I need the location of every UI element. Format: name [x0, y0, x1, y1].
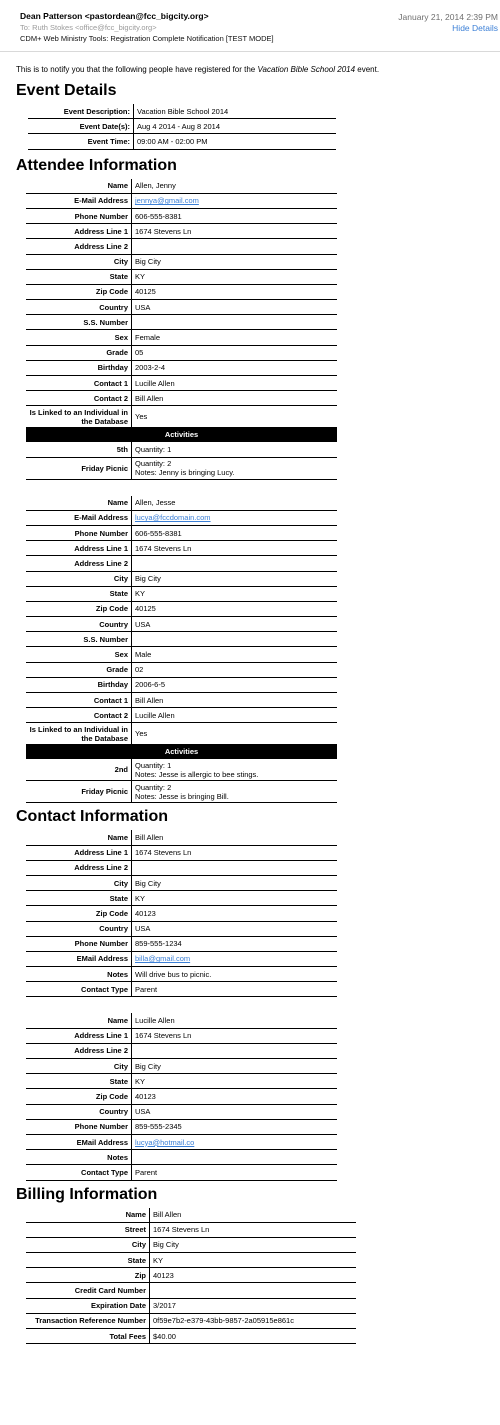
billing-row-state: [26, 1253, 356, 1268]
contact-information-heading: Contact Information: [16, 808, 168, 826]
field-value: Allen, Jenny: [132, 179, 338, 194]
billing-row-name: [26, 1208, 356, 1223]
field-value: 606-555-8381: [132, 208, 338, 223]
billing-row-total-fees: [26, 1329, 356, 1344]
recipient: Ruth Stokes <office@fcc_bigcity.org>: [32, 23, 157, 32]
contact-row-notes: [26, 1150, 337, 1165]
attendee-row-state: [26, 586, 337, 601]
contact-row-contact-type: [26, 982, 337, 997]
field-label: Sex: [26, 647, 132, 662]
billing-information-heading: Billing Information: [16, 1185, 158, 1203]
field-value: 859-555-1234: [132, 936, 338, 951]
field-label: Country: [26, 921, 132, 936]
field-label: Country: [26, 300, 132, 315]
field-label: Address Line 2: [26, 239, 132, 254]
field-value: Will drive bus to picnic.: [132, 967, 338, 982]
attendee-row-is-linked-to-an-individual-in-the-database: [26, 723, 337, 745]
field-value: Quantity: 1: [132, 442, 338, 457]
billing-row-credit-card-number: [26, 1283, 356, 1298]
attendee-row-contact-2: [26, 391, 337, 406]
field-value: Vacation Bible School 2014: [134, 104, 337, 119]
contact-row-country: [26, 1104, 337, 1119]
field-label: Name: [26, 496, 132, 511]
field-value: Bill Allen: [132, 693, 338, 708]
attendee-row-name: [26, 179, 337, 194]
field-value: KY: [132, 269, 338, 284]
field-label: State: [26, 1074, 132, 1089]
contact-row-state: [26, 1074, 337, 1089]
field-label: Total Fees: [26, 1329, 150, 1344]
activity-quantity: Quantity: 1: [135, 760, 172, 770]
field-value: Bill Allen: [132, 391, 338, 406]
billing-row-transaction-reference-number: [26, 1313, 356, 1328]
activity-notes: Notes: Jenny is bringing Lucy.: [135, 468, 235, 478]
contact-row-country: [26, 921, 337, 936]
attendee-row-country: [26, 300, 337, 315]
contact-row-name: [26, 1013, 337, 1028]
field-value: Big City: [132, 875, 338, 890]
attendee-row-s-s-number: [26, 315, 337, 330]
hide-details-link[interactable]: Hide Details: [452, 23, 498, 33]
attendee-row-country: [26, 617, 337, 632]
field-label: State: [26, 1253, 150, 1268]
field-label: City: [26, 571, 132, 586]
field-value: Yes: [132, 723, 338, 745]
field-label: EMail Address: [26, 1134, 132, 1149]
email-link[interactable]: lucya@hotmail.co: [135, 1137, 195, 1147]
field-label: Address Line 1: [26, 541, 132, 556]
field-value: 05: [132, 345, 338, 360]
contact-row-address-line-1: [26, 845, 337, 860]
field-label: City: [26, 1059, 132, 1074]
field-label: Country: [26, 1104, 132, 1119]
field-value: [132, 1043, 338, 1058]
contact-row-address-line-1: [26, 1028, 337, 1043]
contact-row-city: [26, 1059, 337, 1074]
field-label: Zip Code: [26, 906, 132, 921]
contact-row-zip-code: [26, 1089, 337, 1104]
contact-row-city: [26, 875, 337, 890]
activity-row-5th: [26, 442, 337, 457]
field-label: Grade: [26, 345, 132, 360]
activities-header: [26, 745, 337, 759]
billing-row-street: [26, 1222, 356, 1237]
field-value: 2006-6-5: [132, 677, 338, 692]
attendee-table: [26, 496, 337, 804]
intro-text: [16, 64, 500, 75]
field-value: [132, 781, 338, 803]
spacer: [0, 997, 500, 1010]
billing-row-city: [26, 1237, 356, 1252]
contact-list: [0, 830, 500, 1180]
field-value: 40123: [132, 1089, 338, 1104]
attendee-row-e-mail-address: [26, 193, 337, 208]
field-label: Address Line 1: [26, 224, 132, 239]
activity-notes: Notes: Jesse is bringing Bill.: [135, 791, 229, 801]
field-value: Bill Allen: [150, 1208, 357, 1223]
field-label: Credit Card Number: [26, 1283, 150, 1298]
intro-after: event.: [355, 65, 380, 74]
field-label: State: [26, 269, 132, 284]
attendee-row-contact-2: [26, 708, 337, 723]
field-value: Female: [132, 330, 338, 345]
field-label: Friday Picnic: [26, 457, 132, 479]
field-label: State: [26, 586, 132, 601]
intro-before: This is to notify you that the following people have registered for the: [16, 65, 258, 74]
attendee-row-s-s-number: [26, 632, 337, 647]
field-value: [132, 759, 338, 781]
contact-row-email-address: [26, 1134, 337, 1149]
attendee-row-grade: [26, 662, 337, 677]
field-value: [132, 239, 338, 254]
field-value: Allen, Jesse: [132, 496, 338, 511]
field-value: 40123: [132, 906, 338, 921]
field-value: Bill Allen: [132, 830, 338, 845]
field-value: 1674 Stevens Ln: [132, 845, 338, 860]
contact-row-name: [26, 830, 337, 845]
event-row-event-description: [28, 104, 336, 119]
contact-row-contact-type: [26, 1165, 337, 1180]
field-value: KY: [132, 586, 338, 601]
recipient-line: [20, 22, 484, 33]
activities-label: Activities: [26, 745, 337, 759]
attendee-row-sex: [26, 330, 337, 345]
field-value: [132, 193, 338, 208]
to-label: To:: [20, 23, 31, 32]
field-label: EMail Address: [26, 951, 132, 966]
field-label: Expiration Date: [26, 1298, 150, 1313]
event-row-event-date-s: [28, 119, 336, 134]
field-value: 606-555-8381: [132, 525, 338, 540]
field-label: Phone Number: [26, 208, 132, 223]
sender: Dean Patterson <pastordean@fcc_bigcity.org>: [20, 11, 209, 21]
field-value: [132, 632, 338, 647]
field-value: KY: [132, 891, 338, 906]
field-value: 40123: [150, 1268, 357, 1283]
field-label: S.S. Number: [26, 315, 132, 330]
field-label: Contact 2: [26, 391, 132, 406]
activity-quantity: Quantity: 2: [135, 782, 172, 792]
attendee-row-address-line-2: [26, 239, 337, 254]
field-value: [132, 457, 338, 479]
field-label: Contact Type: [26, 1165, 132, 1180]
field-label: Birthday: [26, 360, 132, 375]
field-label: 2nd: [26, 759, 132, 781]
field-value: Aug 4 2014 - Aug 8 2014: [134, 119, 337, 134]
field-value: Big City: [132, 1059, 338, 1074]
activity-row-friday-picnic: [26, 457, 337, 479]
contact-row-address-line-2: [26, 1043, 337, 1058]
contact-row-address-line-2: [26, 860, 337, 875]
event-details-heading: Event Details: [16, 82, 117, 99]
contact-row-state: [26, 891, 337, 906]
attendee-row-phone-number: [26, 208, 337, 223]
field-label: Event Date(s):: [28, 119, 134, 134]
field-label: Notes: [26, 1150, 132, 1165]
field-label: Contact 2: [26, 708, 132, 723]
field-label: State: [26, 891, 132, 906]
field-label: Is Linked to an Individual in the Database: [26, 406, 132, 428]
field-value: [132, 860, 338, 875]
field-value: 40125: [132, 601, 338, 616]
field-value: [132, 510, 338, 525]
field-value: Parent: [132, 982, 338, 997]
field-label: Friday Picnic: [26, 781, 132, 803]
field-label: Phone Number: [26, 525, 132, 540]
field-label: Event Time:: [28, 134, 134, 149]
field-value: USA: [132, 300, 338, 315]
field-value: Lucille Allen: [132, 708, 338, 723]
field-label: Name: [26, 1013, 132, 1028]
field-value: [132, 315, 338, 330]
activity-row-friday-picnic: [26, 781, 337, 803]
attendee-row-contact-1: [26, 693, 337, 708]
attendee-row-address-line-1: [26, 224, 337, 239]
field-label: City: [26, 875, 132, 890]
field-label: Address Line 2: [26, 556, 132, 571]
field-value: Lucille Allen: [132, 1013, 338, 1028]
field-label: Is Linked to an Individual in the Database: [26, 723, 132, 745]
field-value: Male: [132, 647, 338, 662]
attendee-table: [26, 179, 337, 480]
field-value: 859-555-2345: [132, 1119, 338, 1134]
field-label: Zip Code: [26, 1089, 132, 1104]
contact-row-zip-code: [26, 906, 337, 921]
attendee-row-sex: [26, 647, 337, 662]
event-row-event-time: [28, 134, 336, 149]
email-link[interactable]: lucya@fccdomain.com: [135, 513, 211, 523]
spacer: [0, 480, 500, 493]
attendee-row-address-line-1: [26, 541, 337, 556]
field-value: USA: [132, 1104, 338, 1119]
email-link[interactable]: billa@gmail.com: [135, 954, 191, 964]
field-value: [132, 556, 338, 571]
field-label: City: [26, 254, 132, 269]
field-value: 0f59e7b2-e379-43bb-9857-2a05915e861c: [150, 1313, 357, 1328]
field-label: Grade: [26, 662, 132, 677]
attendee-row-e-mail-address: [26, 510, 337, 525]
field-label: E-Mail Address: [26, 193, 132, 208]
billing-row-zip: [26, 1268, 356, 1283]
attendee-row-birthday: [26, 360, 337, 375]
attendee-row-birthday: [26, 677, 337, 692]
contact-row-phone-number: [26, 1119, 337, 1134]
attendee-row-city: [26, 254, 337, 269]
field-label: Name: [26, 830, 132, 845]
field-value: 1674 Stevens Ln: [132, 1028, 338, 1043]
field-value: USA: [132, 617, 338, 632]
attendee-row-contact-1: [26, 376, 337, 391]
field-value: 02: [132, 662, 338, 677]
field-value: Lucille Allen: [132, 376, 338, 391]
attendee-row-name: [26, 496, 337, 511]
field-label: S.S. Number: [26, 632, 132, 647]
field-value: USA: [132, 921, 338, 936]
field-value: [132, 951, 338, 966]
field-value: 1674 Stevens Ln: [132, 224, 338, 239]
contact-table: [26, 830, 337, 997]
field-label: City: [26, 1237, 150, 1252]
field-value: Yes: [132, 406, 338, 428]
field-label: Birthday: [26, 677, 132, 692]
field-label: Country: [26, 617, 132, 632]
attendee-list: [0, 179, 500, 804]
field-label: Zip: [26, 1268, 150, 1283]
attendee-row-phone-number: [26, 525, 337, 540]
subject: CDM+ Web Ministry Tools: Registration Complete Notification [TEST MODE]: [20, 34, 274, 43]
attendee-row-state: [26, 269, 337, 284]
contact-row-phone-number: [26, 936, 337, 951]
field-value: 40125: [132, 284, 338, 299]
field-label: Street: [26, 1222, 150, 1237]
field-value: [132, 1134, 338, 1149]
sent-date: January 21, 2014 2:39 PM: [398, 12, 498, 22]
field-label: Zip Code: [26, 601, 132, 616]
field-label: E-Mail Address: [26, 510, 132, 525]
field-label: Notes: [26, 967, 132, 982]
attendee-row-zip-code: [26, 284, 337, 299]
event-details-table: [28, 104, 336, 150]
attendee-row-grade: [26, 345, 337, 360]
field-value: Big City: [132, 571, 338, 586]
field-value: Big City: [132, 254, 338, 269]
field-label: Sex: [26, 330, 132, 345]
activity-notes: Notes: Jesse is allergic to bee stings.: [135, 769, 259, 779]
contact-row-notes: [26, 967, 337, 982]
email-header: [0, 0, 500, 52]
attendee-information-heading: Attendee Information: [16, 156, 177, 174]
field-label: Phone Number: [26, 1119, 132, 1134]
field-value: 2003-2-4: [132, 360, 338, 375]
field-value: [132, 1150, 338, 1165]
field-value: $40.00: [150, 1329, 357, 1344]
field-value: Parent: [132, 1165, 338, 1180]
field-label: Name: [26, 1208, 150, 1223]
activity-quantity: Quantity: 2: [135, 459, 172, 469]
field-label: Address Line 2: [26, 860, 132, 875]
field-label: Address Line 2: [26, 1043, 132, 1058]
activity-row-2nd: [26, 759, 337, 781]
field-value: 1674 Stevens Ln: [150, 1222, 357, 1237]
field-label: Event Description:: [28, 104, 134, 119]
field-label: Phone Number: [26, 936, 132, 951]
field-label: Address Line 1: [26, 1028, 132, 1043]
field-value: 3/2017: [150, 1298, 357, 1313]
activities-label: Activities: [26, 428, 337, 442]
field-value: 1674 Stevens Ln: [132, 541, 338, 556]
field-value: Big City: [150, 1237, 357, 1252]
billing-table: [26, 1208, 356, 1345]
activities-header: [26, 428, 337, 442]
billing-row-expiration-date: [26, 1298, 356, 1313]
contact-row-email-address: [26, 951, 337, 966]
attendee-row-address-line-2: [26, 556, 337, 571]
field-value: [150, 1283, 357, 1298]
contact-table: [26, 1013, 337, 1180]
field-label: Address Line 1: [26, 845, 132, 860]
field-value: KY: [132, 1074, 338, 1089]
field-label: Contact 1: [26, 376, 132, 391]
field-value: KY: [150, 1253, 357, 1268]
intro-event-name: Vacation Bible School 2014: [257, 65, 356, 74]
field-label: Name: [26, 179, 132, 194]
field-label: Transaction Reference Number: [26, 1313, 150, 1328]
field-value: 09:00 AM - 02:00 PM: [134, 134, 337, 149]
field-label: 5th: [26, 442, 132, 457]
attendee-row-is-linked-to-an-individual-in-the-database: [26, 406, 337, 428]
field-label: Contact Type: [26, 982, 132, 997]
attendee-row-zip-code: [26, 601, 337, 616]
email-link[interactable]: jennya@gmail.com: [135, 196, 199, 206]
attendee-row-city: [26, 571, 337, 586]
field-label: Contact 1: [26, 693, 132, 708]
field-label: Zip Code: [26, 284, 132, 299]
